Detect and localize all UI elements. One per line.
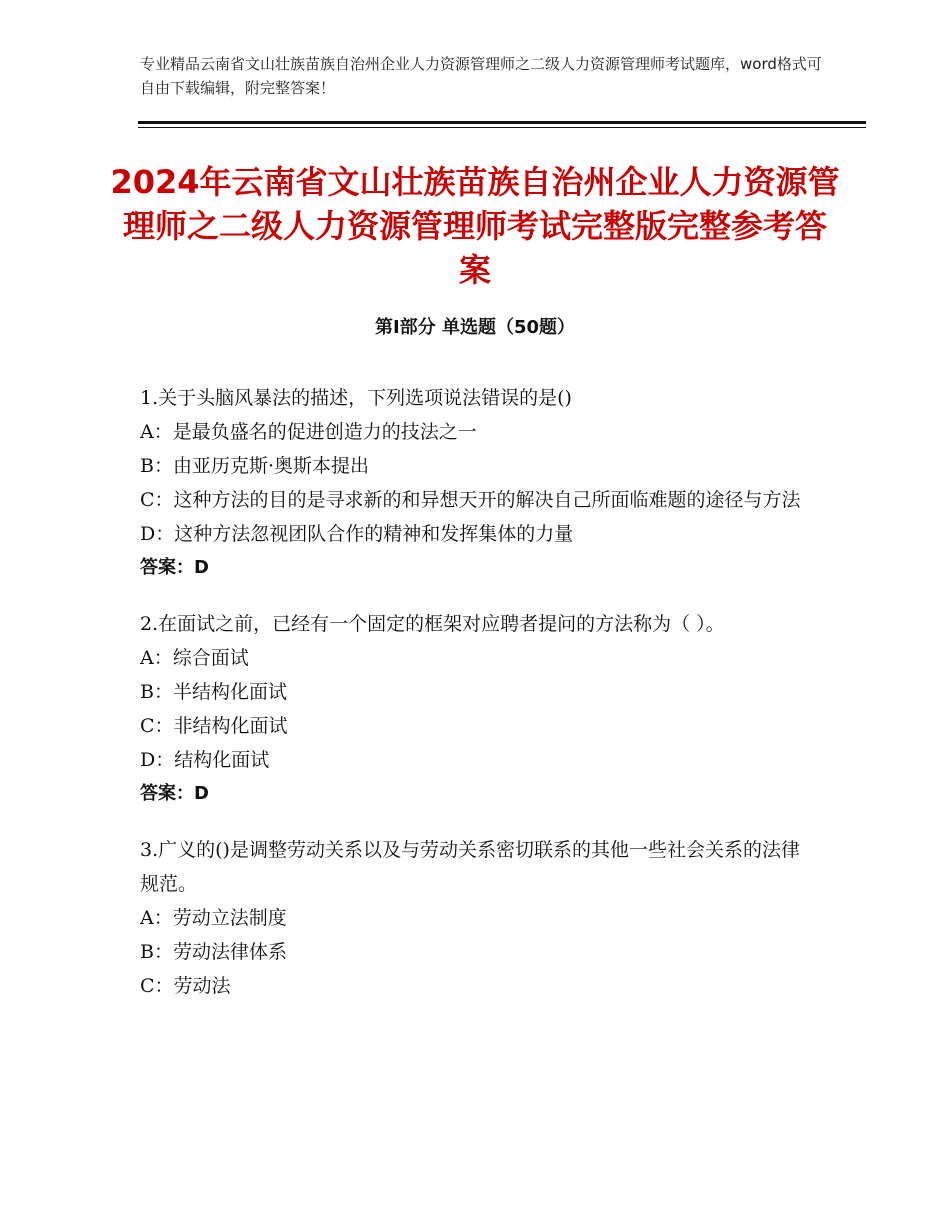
header-note: 专业精品云南省文山壮族苗族自治州企业人力资源管理师之二级人力资源管理师考试题库，word格式可自由下载编辑，附完整答案！ <box>140 55 822 97</box>
answer-line: 答案：D <box>140 783 209 804</box>
option-c: C：非结构化面试 <box>140 715 288 737</box>
option-a: A：综合面试 <box>140 647 249 669</box>
option-c: C：劳动法 <box>140 975 231 997</box>
header-divider-thin <box>138 127 866 128</box>
question-list <box>140 381 808 1025</box>
option-d: D：这种方法忽视团队合作的精神和发挥集体的力量 <box>140 523 574 545</box>
answer-line: 答案：D <box>140 557 209 578</box>
question-stem: 1.关于头脑风暴法的描述，下列选项说法错误的是() <box>140 387 572 409</box>
option-b: B：由亚历克斯·奥斯本提出 <box>140 455 370 477</box>
question-stem: 3.广义的()是调整劳动关系以及与劳动关系密切联系的其他一些社会关系的法律规范。 <box>140 839 800 895</box>
option-c: C：这种方法的目的是寻求新的和异想天开的解决自己所面临难题的途径与方法 <box>140 489 801 511</box>
option-b: B：劳动法律体系 <box>140 941 287 963</box>
section-heading: 第Ⅰ部分 单选题（50题） <box>374 317 575 338</box>
header-divider-thick <box>138 121 866 124</box>
question-stem: 2.在面试之前，已经有一个固定的框架对应聘者提问的方法称为（ ）。 <box>140 613 725 635</box>
option-a: A：是最负盛名的促进创造力的技法之一 <box>140 421 477 443</box>
option-d: D：结构化面试 <box>140 749 270 771</box>
option-b: B：半结构化面试 <box>140 681 287 703</box>
question-3 <box>140 833 808 1003</box>
option-a: A：劳动立法制度 <box>140 907 287 929</box>
question-1 <box>140 381 808 585</box>
question-2 <box>140 607 808 811</box>
document-title: 2024年云南省文山壮族苗族自治州企业人力资源管理师之二级人力资源管理师考试完整版完整参考答案 <box>110 163 840 289</box>
